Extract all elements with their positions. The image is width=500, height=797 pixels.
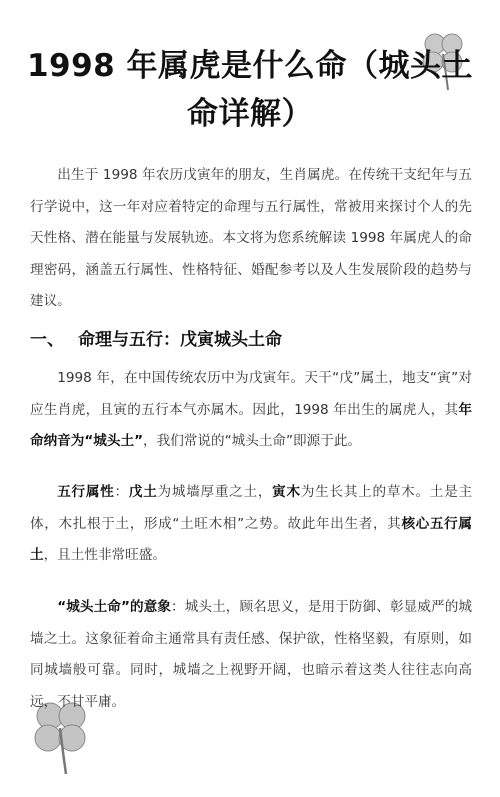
title-line-2: 命详解） <box>187 96 313 132</box>
emphasis-text: 年命纳音为“城头土” <box>30 401 472 449</box>
section-paragraph-2 <box>30 477 472 572</box>
section-paragraph-1 <box>30 363 472 458</box>
emphasis-text: 五行属性 <box>57 484 115 500</box>
paragraph-text: ： <box>114 484 129 500</box>
section-title: 命理与五行：戊寅城头土命 <box>78 330 282 350</box>
intro-paragraph: 出生于 1998 年农历戊寅年的朋友，生肖属虎。在传统干支纪年与五行学说中，这一年对应着特定的命理与五行属性，常被用来探讨个人的先天性格、潜在能量与发展轨迹。本文将为您系统解读 1998 年属虎人的命理密码，涵盖五行属性、性格特征、婚配参考以及人生发展阶段的趋势与建议。 <box>30 167 472 309</box>
section-number: 一、 <box>30 330 64 350</box>
emphasis-text: “城头土命”的意象 <box>57 599 172 615</box>
emphasis-text: 核心五行属土 <box>30 515 472 563</box>
paragraph-text: ：城头土，顾名思义，是用于防御、彰显威严的城墙之土。这象征着命主通常具有责任感、保护欲，性格坚毅，有原则，如同城墙般可靠。同时，城墙之上视野开阔，也暗示着这类人往往志向高远，不甘平庸。 <box>30 599 472 710</box>
paragraph-text: ，我们常说的“城头土命”即源于此。 <box>143 433 362 449</box>
emphasis-text: 寅木 <box>272 484 301 500</box>
section-paragraph-3 <box>30 592 472 718</box>
section-heading <box>30 326 282 354</box>
title-line-1: 1998 年属虎是什么命（城头土 <box>26 48 474 84</box>
paragraph-text: 1998 年，在中国传统农历中为戊寅年。天干“戊”属土，地支“寅”对应生肖虎，且寅的五行本气亦属木。因此，1998 年出生的属虎人，其 <box>30 370 472 418</box>
paragraph-text: ，且土性非常旺盛。 <box>43 547 166 563</box>
page-title <box>0 42 500 138</box>
paragraph-text: 为城墙厚重之土， <box>157 484 273 500</box>
emphasis-text: 戊土 <box>128 484 158 500</box>
paragraph-text: 为生长其上的草木。土是主体，木扎根于土，形成“土旺木相”之势。故此年出生者，其 <box>30 484 473 532</box>
